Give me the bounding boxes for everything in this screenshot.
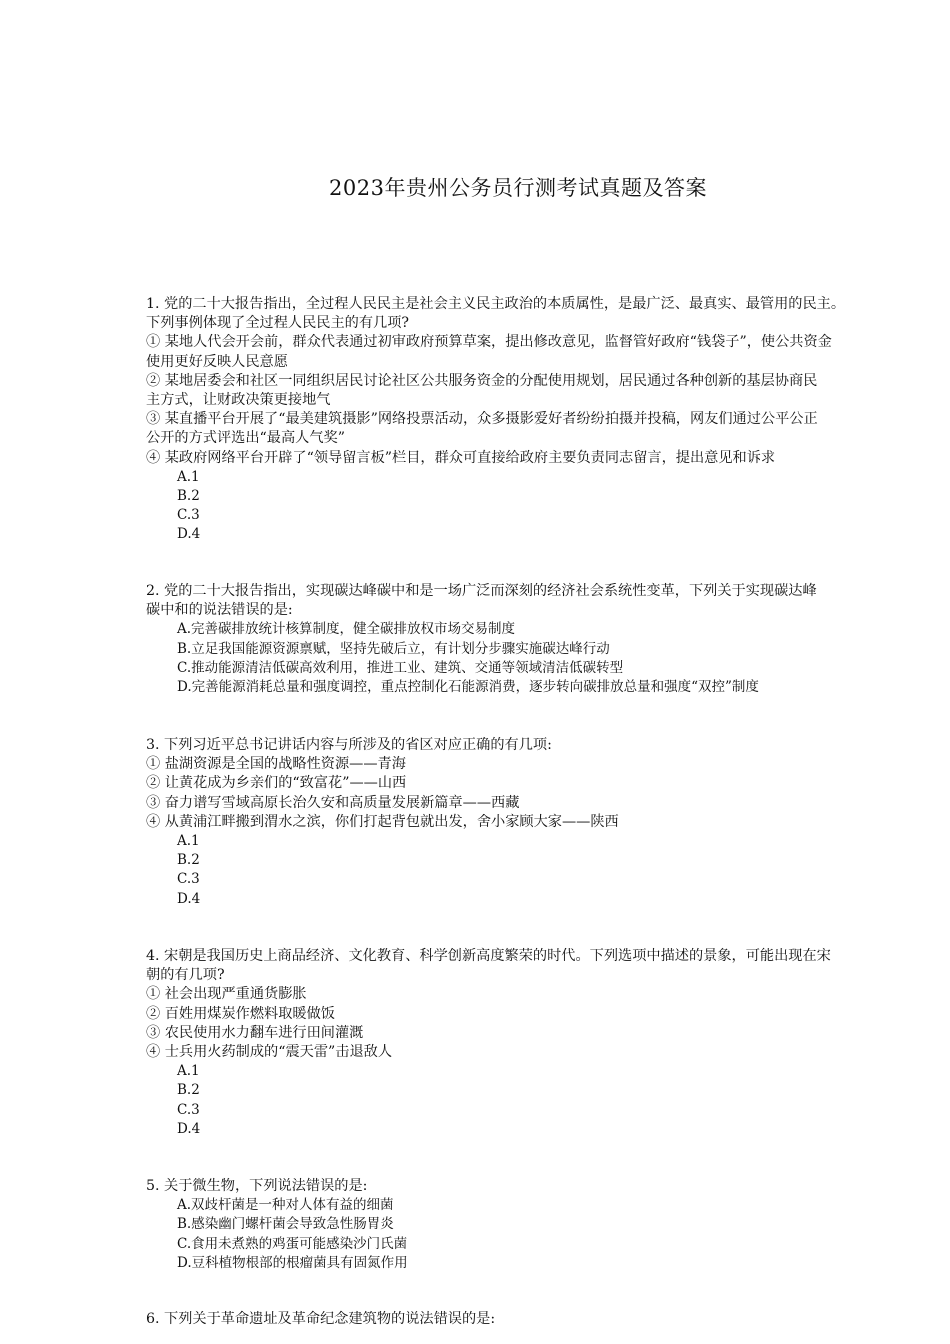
question-stem-line: 3. 下列习近平总书记讲话内容与所涉及的省区对应正确的有几项: xyxy=(146,737,552,753)
option-d: D.4 xyxy=(177,526,201,543)
question-5 xyxy=(146,1177,946,1273)
option-b: B.2 xyxy=(177,488,200,505)
option-a: A.1 xyxy=(177,833,200,850)
question-stem-line: ④ 从黄浦江畔搬到渭水之滨，你们打起背包就出发，舍小家顾大家——陕西 xyxy=(146,813,619,830)
option-a: A.1 xyxy=(177,1063,200,1080)
option-d: D.完善能源消耗总量和强度调控，重点控制化石能源消费，逐步转向碳排放总量和强度“双控”制度 xyxy=(177,679,759,696)
question-stem-line: ③ 奋力谱写雪域高原长治久安和高质量发展新篇章——西藏 xyxy=(146,794,520,811)
question-3 xyxy=(146,736,946,909)
option-a: A.完善碳排放统计核算制度，健全碳排放权市场交易制度 xyxy=(177,621,516,638)
page-title: 2023年贵州公务员行测考试真题及答案 xyxy=(329,176,707,200)
question-stem-line: ① 盐湖资源是全国的战略性资源——青海 xyxy=(146,756,406,773)
option-d: D.4 xyxy=(177,890,201,907)
option-c: C.3 xyxy=(177,507,200,524)
option-a: A.双歧杆菌是一种对人体有益的细菌 xyxy=(177,1197,394,1214)
question-2 xyxy=(146,582,946,697)
question-stem-line: 碳中和的说法错误的是: xyxy=(146,602,293,619)
question-1 xyxy=(146,295,946,545)
question-stem-line: 使用更好反映人民意愿 xyxy=(146,353,288,370)
option-c: C.3 xyxy=(177,1101,200,1118)
question-stem-line: 4. 宋朝是我国历史上商品经济、文化教育、科学创新高度繁荣的时代。下列选项中描述的景象，可能出现在宋 xyxy=(146,948,831,964)
question-stem-line: 朝的有几项? xyxy=(146,967,225,984)
option-b: B.立足我国能源资源禀赋，坚持先破后立，有计划分步骤实施碳达峰行动 xyxy=(177,640,610,657)
question-stem-line: ③ 某直播平台开展了“最美建筑摄影”网络投票活动，众多摄影爱好者纷纷拍摄并投稿，网友们通过公平公正 xyxy=(146,411,818,428)
question-stem-line: ① 某地人代会开会前，群众代表通过初审政府预算草案，提出修改意见，监督管好政府“钱袋子”，使公共资金 xyxy=(146,334,832,351)
option-d: D.豆科植物根部的根瘤菌具有固氮作用 xyxy=(177,1254,408,1271)
question-stem-line: ④ 士兵用火药制成的“震天雷”击退敌人 xyxy=(146,1044,393,1061)
question-stem-line: 下列事例体现了全过程人民民主的有几项? xyxy=(146,315,409,332)
question-stem-line: 公开的方式评选出“最高人气奖” xyxy=(146,430,345,447)
option-c: C.3 xyxy=(177,871,200,888)
question-stem-line: ① 社会出现严重通货膨胀 xyxy=(146,986,307,1003)
question-stem-line: ② 让黄花成为乡亲们的“致富花”——山西 xyxy=(146,775,407,792)
question-stem-line: ④ 某政府网络平台开辟了“领导留言板”栏目，群众可直接给政府主要负责同志留言，提出意见和诉求 xyxy=(146,449,776,466)
question-stem-line: ② 百姓用煤炭作燃料取暖做饭 xyxy=(146,1005,335,1022)
question-stem-line: 5. 关于微生物，下列说法错误的是: xyxy=(146,1178,368,1194)
question-stem-line: 2. 党的二十大报告指出，实现碳达峰碳中和是一场广泛而深刻的经济社会系统性变革，下列关于实现碳达峰 xyxy=(146,583,817,599)
option-d: D.4 xyxy=(177,1120,201,1137)
question-stem-line: 1. 党的二十大报告指出，全过程人民民主是社会主义民主政治的本质属性，是最广泛、最真实、最管用的民主。 xyxy=(146,296,846,312)
option-c: C.推动能源清洁低碳高效利用，推进工业、建筑、交通等领域清洁低碳转型 xyxy=(177,659,624,676)
option-b: B.2 xyxy=(177,1082,200,1099)
option-c: C.食用未煮熟的鸡蛋可能感染沙门氏菌 xyxy=(177,1235,408,1252)
question-4 xyxy=(146,947,946,1139)
option-b: B.感染幽门螺杆菌会导致急性肠胃炎 xyxy=(177,1216,394,1233)
option-a: A.1 xyxy=(177,468,200,485)
question-stem-line: 主方式，让财政决策更接地气 xyxy=(146,392,331,409)
option-b: B.2 xyxy=(177,852,200,869)
question-stem-line: 6. 下列关于革命遗址及革命纪念建筑物的说法错误的是: xyxy=(146,1311,496,1327)
question-stem-line: ③ 农民使用水力翻车进行田间灌溉 xyxy=(146,1024,364,1041)
question-stem-line: ② 某地居委会和社区一同组织居民讨论社区公共服务资金的分配使用规划，居民通过各种创新的基层协商民 xyxy=(146,372,818,389)
question-6 xyxy=(146,1310,946,1329)
